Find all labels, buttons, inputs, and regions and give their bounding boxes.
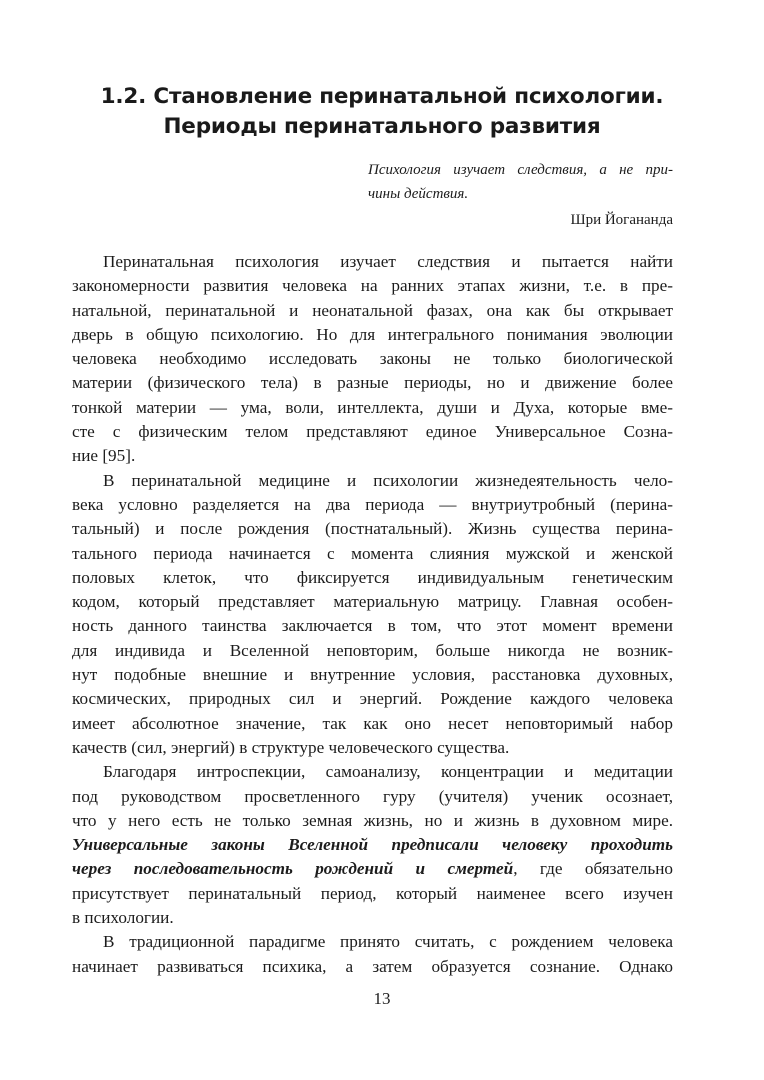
text-line: тальный) и после рождения (постнатальный). Жизнь существа перина- <box>72 519 673 539</box>
text-line: сте с физическим телом представляют единое Универсальное Созна- <box>72 422 673 442</box>
text-line: В перинатальной медицине и психологии жизнедеятельность чело- <box>103 470 673 490</box>
text-line: нут подобные внешние и внутренние условия, расстановка духовных, <box>72 665 673 685</box>
epigraph <box>368 158 673 206</box>
text-line: половых клеток, что фиксируется индивидуальным генетическим <box>72 567 673 587</box>
paragraph-2 <box>72 469 673 761</box>
section-heading <box>60 82 704 142</box>
paragraph-1 <box>72 250 673 469</box>
text-line: для индивида и Вселенной неповторим, больше никогда не возник- <box>72 640 673 660</box>
epigraph-author: Шри Йогананда <box>570 212 673 228</box>
text-line: Перинатальная психология изучает следствия и пытается найти <box>103 252 673 271</box>
text-line: в психологии. <box>72 908 174 928</box>
text-line: имеет абсолютное значение, так как оно несет неповторимый набор <box>72 713 673 733</box>
epigraph-line-2: чины действия. <box>368 186 469 202</box>
text-line: тального периода начинается с момента слияния мужской и женской <box>72 543 673 563</box>
emphasis-text: через последовательность рождений и смертей <box>72 859 514 879</box>
text-line: космических, природных сил и энергий. Рождение каждого человека <box>72 689 673 709</box>
mixed-line <box>72 857 673 881</box>
paragraph-3 <box>72 760 673 930</box>
epigraph-line-1: Психология изучает следствия, а не при- <box>368 162 673 178</box>
emphasis-line: Универсальные законы Вселенной предписали человеку проходить <box>72 835 673 855</box>
text-line: начинает развиваться психика, а затем образуется сознание. Однако <box>72 956 673 976</box>
body-text <box>72 250 673 979</box>
heading-line-2: Периоды перинатального развития <box>163 114 601 139</box>
text-line: присутствует перинатальный период, который наименее всего изучен <box>72 883 673 903</box>
page-number: 13 <box>373 989 391 1008</box>
text-after-emphasis: , где обязательно <box>513 859 673 879</box>
text-line: материи (физического тела) в разные периоды, но и движение более <box>72 373 673 393</box>
text-line: кодом, который представляет материальную матрицу. Главная особен- <box>72 592 673 612</box>
text-line: что у него есть не только земная жизнь, но и жизнь в духовном мире. <box>72 810 673 830</box>
paragraph-4 <box>72 930 673 979</box>
text-line: качеств (сил, энергий) в структуре человеческого существа. <box>72 737 510 757</box>
text-line: Благодаря интроспекции, самоанализу, концентрации и медитации <box>103 762 673 782</box>
text-line: под руководством просветленного гуру (учителя) ученик осознает, <box>72 786 673 806</box>
text-line: дверь в общую психологию. Но для интегрального понимания эволюции <box>72 324 673 344</box>
text-line: В традиционной парадигме принято считать, с рождением человека <box>103 932 673 952</box>
text-line: ность данного таинства заключается в том, что этот момент времени <box>72 616 673 636</box>
heading-line-1: 1.2. Становление перинатальной психологии. <box>100 84 664 109</box>
text-line: человека необходимо исследовать законы не только биологической <box>72 349 673 369</box>
text-line: века условно разделяется на два периода — внутриутробный (перина- <box>72 494 673 514</box>
text-line: тонкой материи — ума, воли, интеллекта, души и Духа, которые вме- <box>72 397 673 417</box>
text-line: натальной, перинатальной и неонатальной фазах, она как бы открывает <box>72 300 673 320</box>
text-line: закономерности развития человека на ранних этапах жизни, т.е. в пре- <box>72 276 673 296</box>
text-line: ние [95]. <box>72 446 136 466</box>
